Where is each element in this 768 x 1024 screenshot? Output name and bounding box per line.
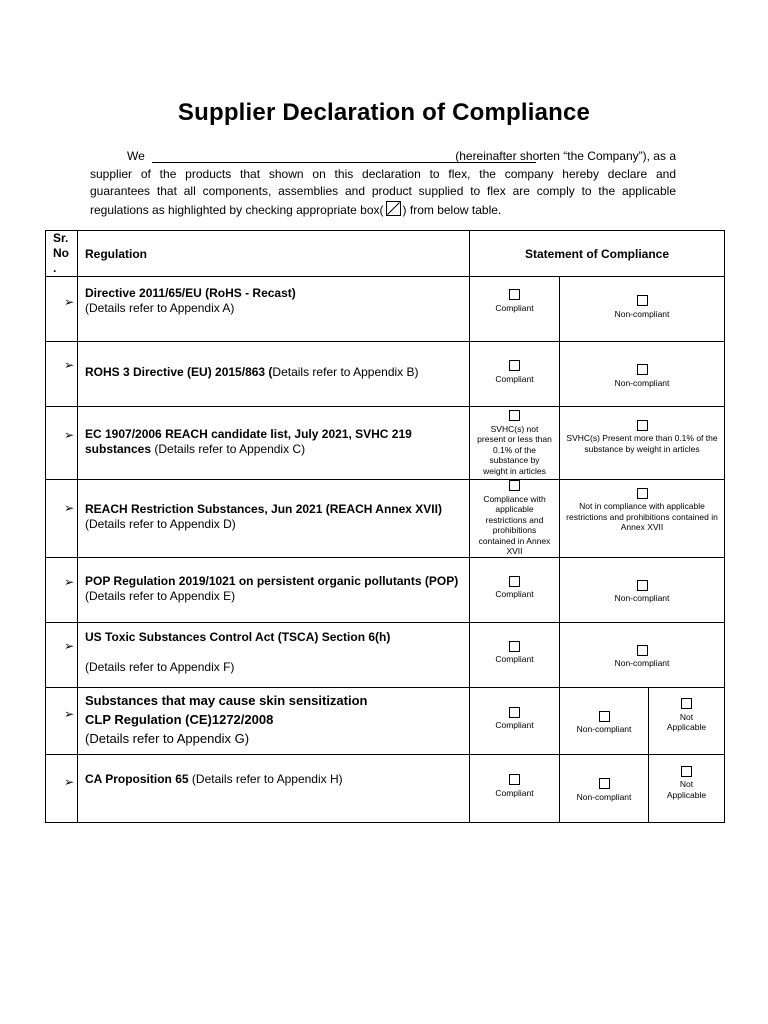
regulation-subtitle: CLP Regulation (CE)1272/2008 bbox=[85, 712, 274, 727]
sr-cell bbox=[46, 622, 78, 687]
page-title: Supplier Declaration of Compliance bbox=[177, 99, 591, 126]
option-cell[interactable]: Non-compliant bbox=[560, 557, 725, 622]
table-row bbox=[46, 480, 725, 558]
regulation-detail: (Details refer to Appendix E) bbox=[85, 588, 236, 603]
regulation-detail: (Details refer to Appendix C) bbox=[151, 442, 306, 456]
checkbox[interactable] bbox=[509, 774, 520, 785]
checkbox[interactable] bbox=[509, 707, 520, 718]
option-cell[interactable]: Compliant bbox=[470, 622, 560, 687]
table-header-row bbox=[46, 231, 725, 277]
intro-line2: supplier of the products that shown on this declaration to flex, the company hereby declare and bbox=[90, 166, 676, 181]
regulation-cell bbox=[78, 277, 470, 342]
intro-line3: guarantees that all components, assemblies and product supplied to flex are comply to the applicable bbox=[90, 184, 676, 198]
header-statement: Statement of Compliance bbox=[470, 231, 725, 277]
option-cell[interactable]: Compliant bbox=[470, 277, 560, 342]
regulation-cell bbox=[78, 687, 470, 754]
option-cell[interactable]: Compliant bbox=[470, 342, 560, 407]
arrow-bullet-icon: ➢ bbox=[63, 295, 74, 309]
checkbox[interactable] bbox=[509, 289, 520, 300]
arrow-bullet-icon: ➢ bbox=[63, 428, 74, 442]
option-cell[interactable]: Compliant bbox=[470, 754, 560, 822]
option-cell[interactable]: Non-compliant bbox=[560, 622, 725, 687]
header-sr-no: Sr. No . bbox=[46, 231, 78, 277]
table-row bbox=[46, 342, 725, 407]
sr-cell bbox=[46, 342, 78, 407]
regulation-cell bbox=[78, 557, 470, 622]
regulation-detail: (Details refer to Appendix G) bbox=[85, 731, 250, 746]
option-cell[interactable]: Non-compliant bbox=[560, 342, 725, 407]
intro-paragraph bbox=[90, 148, 676, 218]
checkbox[interactable] bbox=[637, 295, 648, 306]
option-cell[interactable]: Not in compliance with applicable restrictions and prohibitions contained in Annex XVII bbox=[560, 480, 725, 558]
checkbox[interactable] bbox=[637, 580, 648, 591]
sr-cell bbox=[46, 687, 78, 754]
sr-cell bbox=[46, 480, 78, 558]
checked-box-icon bbox=[386, 201, 401, 216]
table-row bbox=[46, 622, 725, 687]
regulation-detail: (Details refer to Appendix D) bbox=[85, 517, 236, 532]
arrow-bullet-icon: ➢ bbox=[63, 774, 74, 789]
sr-cell bbox=[46, 557, 78, 622]
checkbox[interactable] bbox=[681, 698, 692, 709]
intro-line4 bbox=[90, 201, 676, 219]
arrow-bullet-icon: ➢ bbox=[63, 501, 74, 515]
checkbox[interactable] bbox=[509, 410, 520, 421]
regulation-cell bbox=[78, 754, 470, 822]
header-regulation: Regulation bbox=[78, 231, 470, 277]
intro-we: We bbox=[127, 149, 145, 163]
arrow-bullet-icon: ➢ bbox=[63, 358, 74, 372]
arrow-bullet-icon: ➢ bbox=[63, 574, 74, 589]
regulation-detail: (Details refer to Appendix H) bbox=[188, 771, 343, 786]
option-cell[interactable]: SVHC(s) Present more than 0.1% of the substance by weight in articles bbox=[560, 407, 725, 480]
regulation-title: CA Proposition 65 bbox=[85, 771, 189, 786]
sr-cell bbox=[46, 407, 78, 480]
arrow-bullet-icon: ➢ bbox=[63, 706, 74, 721]
option-cell[interactable]: Non-compliant bbox=[560, 754, 649, 822]
option-cell[interactable]: Not Applicable bbox=[649, 754, 725, 822]
checkbox[interactable] bbox=[637, 364, 648, 375]
regulation-title: Substances that may cause skin sensitization bbox=[85, 693, 368, 708]
regulation-detail: Details refer to Appendix B) bbox=[272, 364, 419, 379]
table-row bbox=[46, 687, 725, 754]
checkbox[interactable] bbox=[637, 645, 648, 656]
regulation-title: US Toxic Substances Control Act (TSCA) Section 6(h) bbox=[85, 630, 391, 644]
table-row bbox=[46, 407, 725, 480]
option-cell[interactable]: Non-compliant bbox=[560, 687, 649, 754]
option-cell[interactable]: Compliant bbox=[470, 687, 560, 754]
table-row bbox=[46, 557, 725, 622]
checkbox[interactable] bbox=[637, 488, 648, 499]
checkbox[interactable] bbox=[509, 480, 520, 491]
intro-line4-pre: regulations as highlighted by checking appropriate box( bbox=[90, 202, 384, 217]
checkbox[interactable] bbox=[681, 766, 692, 777]
checkbox[interactable] bbox=[509, 360, 520, 371]
option-cell[interactable]: Non-compliant bbox=[560, 277, 725, 342]
option-cell[interactable]: SVHC(s) not present or less than 0.1% of the substance by weight in articles bbox=[470, 407, 560, 480]
intro-line4-post: ) from below table. bbox=[402, 202, 502, 217]
arrow-bullet-icon: ➢ bbox=[63, 638, 74, 653]
checkbox[interactable] bbox=[509, 576, 520, 587]
checkbox[interactable] bbox=[599, 711, 610, 722]
regulation-title: POP Regulation 2019/1021 on persistent organic pollutants (POP) bbox=[85, 573, 459, 588]
regulation-title: ROHS 3 Directive (EU) 2015/863 ( bbox=[85, 364, 273, 379]
regulation-cell bbox=[78, 480, 470, 558]
regulation-cell bbox=[78, 407, 470, 480]
regulation-cell bbox=[78, 622, 470, 687]
checkbox[interactable] bbox=[637, 420, 648, 431]
regulation-detail: (Details refer to Appendix A) bbox=[85, 301, 235, 315]
sr-cell bbox=[46, 754, 78, 822]
option-cell[interactable]: Not Applicable bbox=[649, 687, 725, 754]
checkbox[interactable] bbox=[599, 778, 610, 789]
intro-line1-rest: (hereinafter shorten “the Company”), as a bbox=[455, 149, 676, 163]
option-cell[interactable]: Compliant bbox=[470, 557, 560, 622]
regulation-detail: (Details refer to Appendix F) bbox=[85, 660, 235, 674]
regulation-title: Directive 2011/65/EU (RoHS - Recast) bbox=[85, 286, 296, 300]
compliance-table bbox=[45, 230, 725, 823]
regulation-cell bbox=[78, 342, 470, 407]
checkbox[interactable] bbox=[509, 641, 520, 652]
sr-cell bbox=[46, 277, 78, 342]
regulation-title: REACH Restriction Substances, Jun 2021 (REACH Annex XVII) bbox=[85, 502, 442, 517]
regulation-title: EC 1907/2006 REACH candidate list, July 2021, SVHC 219 substances bbox=[85, 427, 412, 456]
table-row bbox=[46, 754, 725, 822]
option-cell[interactable]: Compliance with applicable restrictions and prohibitions contained in Annex XVII bbox=[470, 480, 560, 558]
table-row bbox=[46, 277, 725, 342]
